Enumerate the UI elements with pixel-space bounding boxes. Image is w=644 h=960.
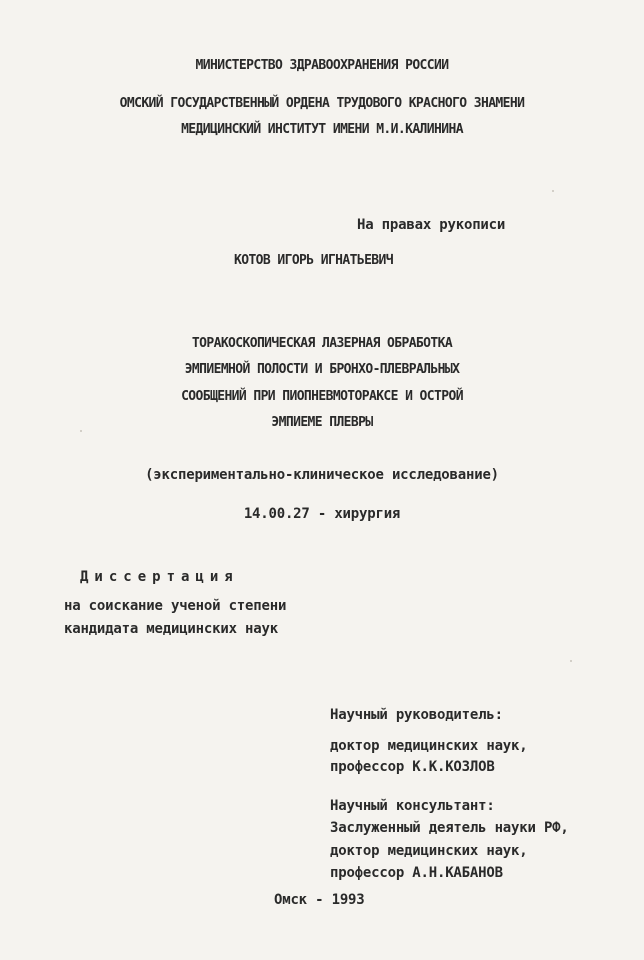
- study-type: (экспериментально-клиническое исследование): [145, 467, 499, 483]
- dissertation-degree-line1: на соискание ученой степени: [64, 598, 287, 614]
- paper-speck: [570, 660, 572, 662]
- title-line3: СООБЩЕНИЙ ПРИ ПИОПНЕВМОТОРАКСЕ И ОСТРОЙ: [181, 389, 463, 404]
- title-line2: ЭМПИЕМНОЙ ПОЛОСТИ И БРОНХО-ПЛЕВРАЛЬНЫХ: [184, 362, 460, 377]
- dissertation-heading: Диссертация: [80, 569, 239, 585]
- institute-name-line2: МЕДИЦИНСКИЙ ИНСТИТУТ ИМЕНИ М.И.КАЛИНИНА: [181, 122, 463, 137]
- dissertation-degree-line2: кандидата медицинских наук: [64, 621, 278, 637]
- manuscript-rights: На правах рукописи: [357, 217, 506, 233]
- consultant-degree: доктор медицинских наук,: [330, 843, 528, 859]
- author-name: КОТОВ ИГОРЬ ИГНАТЬЕВИЧ: [234, 253, 393, 268]
- institute-name-line1: ОМСКИЙ ГОСУДАРСТВЕННЫЙ ОРДЕНА ТРУДОВОГО КРАСНОГО ЗНАМЕНИ: [119, 96, 525, 111]
- supervisor-name: профессор К.К.КОЗЛОВ: [330, 759, 495, 775]
- specialty-code: 14.00.27 - хирургия: [243, 506, 401, 522]
- consultant-name: профессор А.Н.КАБАНОВ: [330, 865, 503, 881]
- consultant-label: Научный консультант:: [330, 798, 495, 814]
- paper-speck: [80, 430, 82, 432]
- title-line4: ЭМПИЕМЕ ПЛЕВРЫ: [271, 415, 373, 430]
- supervisor-degree: доктор медицинских наук,: [330, 738, 528, 754]
- ministry-heading: МИНИСТЕРСТВО ЗДРАВООХРАНЕНИЯ РОССИИ: [195, 58, 449, 73]
- paper-speck: [552, 190, 554, 192]
- consultant-title: Заслуженный деятель науки РФ,: [330, 820, 569, 836]
- title-line1: ТОРАКОСКОПИЧЕСКАЯ ЛАЗЕРНАЯ ОБРАБОТКА: [191, 336, 453, 351]
- supervisor-label: Научный руководитель:: [330, 707, 503, 723]
- place-year: Омск - 1993: [274, 892, 365, 908]
